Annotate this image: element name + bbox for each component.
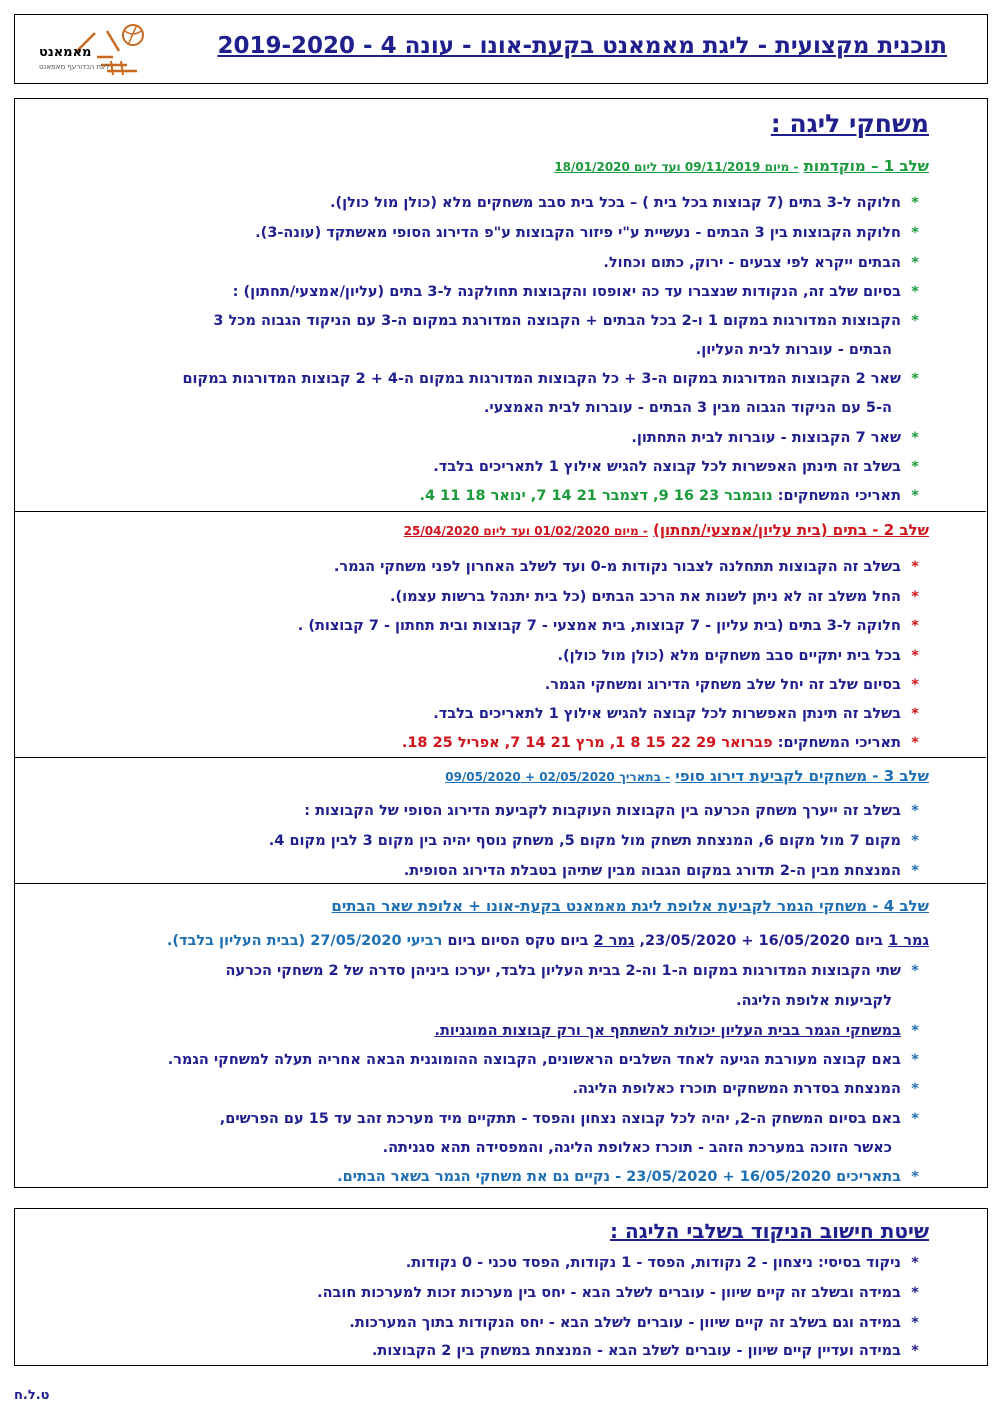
- stage2-dates-label: תאריכי המשחקים:: [777, 735, 901, 751]
- league-games-box: [14, 98, 988, 1188]
- bullet-icon: *: [911, 589, 919, 605]
- stage3-line-2: [269, 833, 929, 849]
- bullet-icon: *: [911, 488, 919, 504]
- bullet-icon: *: [911, 1169, 919, 1185]
- logo-text: מאמאנט: [39, 45, 92, 60]
- bullet-icon: *: [911, 1285, 919, 1301]
- bullet-icon: *: [911, 1255, 919, 1271]
- stage1-line-6: [182, 371, 929, 387]
- stage2-line-1: [334, 559, 929, 575]
- divider: [15, 757, 986, 758]
- scoring-line-1: [406, 1255, 929, 1271]
- stage1-text-5: הקבוצות המדורגות במקום 1 ו-2 בכל הבתים + הקבוצה המדורגת במקום ה-3 עם הניקוד הגבוה מכל 3: [213, 313, 901, 329]
- logo-subtitle: ליגת הכדורעף מאמאנט: [39, 63, 110, 71]
- bullet-icon: *: [911, 430, 919, 446]
- bullet-icon: *: [911, 648, 919, 664]
- stage4-finals-1-dates: ביום 16/05/2020 + 23/05/2020,: [639, 933, 884, 949]
- scoring-line-4: [372, 1343, 929, 1359]
- stage4-text-3: באם קבוצה מעורבת הגיעה לאחד השלבים הראשונים, הקבוצה ההומוגנית הבאה אחריה תעלה למשחקי הגמר.: [167, 1052, 901, 1068]
- stage1-line-8: [433, 459, 929, 475]
- divider: [15, 883, 986, 884]
- stage4-finals-2: גמר 2: [593, 933, 635, 949]
- stage4-line-1-cont: לקביעות אלופת הליגה.: [736, 993, 892, 1009]
- stage3-text-2: מקום 7 מול מקום 6, המנצחת תשחק מול מקום 5, משחק נוסף יהיה בין מקום 3 לבין מקום 4.: [268, 833, 901, 849]
- bullet-icon: *: [911, 559, 919, 575]
- stage4-line-1: [225, 963, 929, 979]
- stage2-text-4: בכל בית יתקיים סבב משחקים מלא (כולן מול כולן).: [557, 648, 901, 664]
- league-games-title: משחקי ליגה :: [770, 109, 929, 138]
- scoring-text-2: במידה ובשלב זה קיים שיוון - עוברים לשלב הבא - יחס בין מערכות זכות למערכות חובה.: [317, 1285, 901, 1301]
- stage1-dates: - מיום 09/11/2019 ועד ליום 18/01/2020: [554, 160, 799, 174]
- bullet-icon: *: [911, 735, 919, 751]
- stage4-text-4: המנצחת בסדרת המשחקים תוכרז כאלופת הליגה.: [572, 1081, 901, 1097]
- page-title: תוכנית מקצועית - ליגת מאמאנט בקעת-אונו - עונה 4 - 2019-2020: [217, 33, 947, 59]
- stage4-text-2: במשחקי הגמר בבית העליון יכולות להשתתף אך ורק קבוצות המוגניות.: [434, 1023, 901, 1039]
- stage1-dates-label: תאריכי המשחקים:: [777, 488, 901, 504]
- stage2-dates-list: פברואר 29 22 15 8 1, מרץ 21 14 7, אפריל 25 18.: [401, 735, 773, 751]
- header-box: [14, 14, 988, 84]
- stage4-finals-1: גמר 1: [888, 933, 929, 949]
- bullet-icon: *: [911, 963, 919, 979]
- bullet-icon: *: [911, 284, 919, 300]
- scoring-text-1: ניקוד בסיסי: ניצחון - 2 נקודות, הפסד - 1 נקודות, הפסד טכני - 0 נקודות.: [405, 1255, 901, 1271]
- stage4-finals-2-date: רביעי 27/05/2020: [310, 933, 443, 949]
- stage1-line-2: [255, 225, 929, 241]
- stage1-line-3: [603, 255, 929, 271]
- scoring-box: [14, 1208, 988, 1366]
- stage1-line-4: [233, 284, 929, 300]
- stage3-line-1: [304, 803, 929, 819]
- stage1-line-5: [213, 313, 929, 329]
- stage1-text-4: בסיום שלב זה, הנקודות שנצברו עד כה יאופסו והקבוצות תחולקנה ל-3 בתים (עליון/אמצעי/תחתון) :: [232, 284, 901, 300]
- stage3-title: [445, 767, 929, 785]
- stage1-text-1: חלוקה ל-3 בתים (7 קבוצות בכל בית ) – בכל בית סבב משחקים מלא (כולן מול כולן).: [329, 195, 901, 211]
- stage2-text-6: בשלב זה תינתן האפשרות לכל קבוצה להגיש אילוץ 1 לתאריכים בלבד.: [433, 706, 901, 722]
- stage1-title-text: שלב 1 – מוקדמות: [803, 157, 929, 175]
- stage4-text-6: בתאריכים 16/05/2020 + 23/05/2020 - נקיים גם את משחקי הגמר בשאר הבתים.: [337, 1169, 901, 1185]
- stage4-line-5: [220, 1111, 929, 1127]
- bullet-icon: *: [911, 195, 919, 211]
- stage3-title-text: שלב 3 - משחקים לקביעת דירוג סופי: [675, 767, 929, 785]
- bullet-icon: *: [911, 618, 919, 634]
- scoring-title: שיטת חישוב הניקוד בשלבי הליגה :: [610, 1219, 929, 1243]
- stage2-text-5: בסיום שלב זה יחל שלב משחקי הדירוג ומשחקי הגמר.: [544, 677, 901, 693]
- stage2-title-text: שלב 2 - בתים (בית עליון/אמצעי/תחתון): [653, 521, 929, 539]
- league-logo: [37, 21, 157, 79]
- scoring-line-3: [349, 1315, 929, 1331]
- stage1-line-7: [631, 430, 929, 446]
- bullet-icon: *: [911, 1081, 919, 1097]
- stage1-line-6-cont: ה-5 עם הניקוד הגבוה מבין 3 הבתים - עוברות לבית האמצעי.: [483, 400, 892, 416]
- bullet-icon: *: [911, 706, 919, 722]
- scoring-text-4: במידה ועדיין קיים שיוון - עוברים לשלב הבא - המנצחת במשחק בין 2 הקבוצות.: [371, 1343, 901, 1359]
- stage2-line-6: [433, 706, 929, 722]
- bullet-icon: *: [911, 1023, 919, 1039]
- bullet-icon: *: [911, 803, 919, 819]
- stage4-line-5-cont: כאשר הזוכה במערכת הזהב - תוכרז כאלופת הליגה, והמפסידה תהא סגניתה.: [382, 1140, 892, 1156]
- stage2-title: [404, 521, 929, 539]
- stage1-text-7: שאר 7 הקבוצות - עוברות לבית התחתון.: [631, 430, 901, 446]
- stage1-text-2: חלוקת הקבוצות בין 3 הבתים - נעשיית ע"י פיזור הקבוצות ע"פ הדירוג הסופי מאשתקד (עונה-3).: [255, 225, 901, 241]
- scoring-line-2: [317, 1285, 929, 1301]
- bullet-icon: *: [911, 459, 919, 475]
- stage4-line-2: [434, 1023, 929, 1039]
- bullet-icon: *: [911, 313, 919, 329]
- bullet-icon: *: [911, 677, 919, 693]
- stage3-text-3: המנצחת מבין ה-2 תדורג במקום הגבוה מבין שתיהן בטבלת הדירוג הסופית.: [403, 863, 901, 879]
- bullet-icon: *: [911, 833, 919, 849]
- bullet-icon: *: [911, 225, 919, 241]
- page-turn-note: ט.ל.ח: [14, 1388, 50, 1403]
- stage4-text-5: באם בסיום המשחק ה-2, יהיה לכל קבוצה נצחון והפסד - תתקיים מיד מערכת זהב עד 15 עם הפרשים,: [219, 1111, 901, 1127]
- stage1-line-1: [330, 195, 929, 211]
- stage2-line-2: [390, 589, 929, 605]
- stage4-line-3: [168, 1052, 929, 1068]
- stage1-text-3: הבתים ייקרא לפי צבעים - ירוק, כתום וכחול.: [603, 255, 901, 271]
- stage2-dates: - מיום 01/02/2020 ועד ליום 25/04/2020: [403, 524, 648, 538]
- stage4-finals-2-note: (בבית העליון בלבד).: [166, 933, 306, 949]
- stage1-line-5-cont: הבתים - עוברות לבית העליון.: [695, 342, 892, 358]
- stage4-line-6: [337, 1169, 929, 1185]
- stage2-text-1: בשלב זה הקבוצות תתחלנה לצבור נקודות מ-0 ועד לשלב האחרון לפני משחקי הגמר.: [333, 559, 901, 575]
- bullet-icon: *: [911, 371, 919, 387]
- stage1-text-8: בשלב זה תינתן האפשרות לכל קבוצה להגיש אילוץ 1 לתאריכים בלבד.: [433, 459, 901, 475]
- stage1-dates-line: [419, 488, 929, 504]
- stage2-text-3: חלוקה ל-3 בתים (בית עליון - 7 קבוצות, בית אמצעי - 7 קבוצות ובית תחתון - 7 קבוצות) .: [297, 618, 901, 634]
- stage3-dates: - בתאריך 02/05/2020 + 09/05/2020: [445, 770, 671, 784]
- stage3-text-1: בשלב זה ייערך משחק הכרעה בין הקבוצות העוקבות לקביעת הדירוג הסופי של הקבוצות :: [304, 803, 901, 819]
- stage1-text-6: שאר 2 הקבוצות המדורגות במקום ה-3 + כל הקבוצות המדורגות במקום ה-4 + 2 קבוצות המדורגות במקום: [182, 371, 901, 387]
- stage1-title: [554, 157, 929, 175]
- bullet-icon: *: [911, 863, 919, 879]
- stage2-line-3: [298, 618, 929, 634]
- stage3-line-3: [404, 863, 929, 879]
- stage2-text-2: החל משלב זה לא ניתן לשנות את הרכב הבתים (כל בית יתנהל ברשות עצמו).: [389, 589, 901, 605]
- stage4-text-1: שתי הקבוצות המדורגות במקום ה-1 וה-2 בבית העליון בלבד, יערכו ביניהן סדרה של 2 משחקי הכרעה: [225, 963, 901, 979]
- stage4-finals-line: [167, 933, 929, 949]
- bullet-icon: *: [911, 1111, 919, 1127]
- stage4-title: [331, 897, 929, 915]
- stage4-finals-2-text: ביום טקס הסיום ביום: [447, 933, 589, 949]
- divider: [15, 511, 986, 512]
- bullet-icon: *: [911, 1052, 919, 1068]
- bullet-icon: *: [911, 255, 919, 271]
- stage2-line-4: [558, 648, 929, 664]
- stage2-line-5: [545, 677, 929, 693]
- stage2-dates-line: [402, 735, 929, 751]
- stage4-title-text: שלב 4 - משחקי הגמר לקביעת אלופת ליגת מאמאנט בקעת-אונו + אלופת שאר הבתים: [331, 897, 929, 915]
- bullet-icon: *: [911, 1315, 919, 1331]
- stage4-line-4: [573, 1081, 929, 1097]
- bullet-icon: *: [911, 1343, 919, 1359]
- scoring-text-3: במידה וגם בשלב זה קיים שיוון - עוברים לשלב הבא - יחס הנקודות בתוך המערכות.: [349, 1315, 901, 1331]
- stage1-dates-list: נובמבר 23 16 9, דצמבר 21 14 7, ינואר 18 11 4.: [419, 488, 773, 504]
